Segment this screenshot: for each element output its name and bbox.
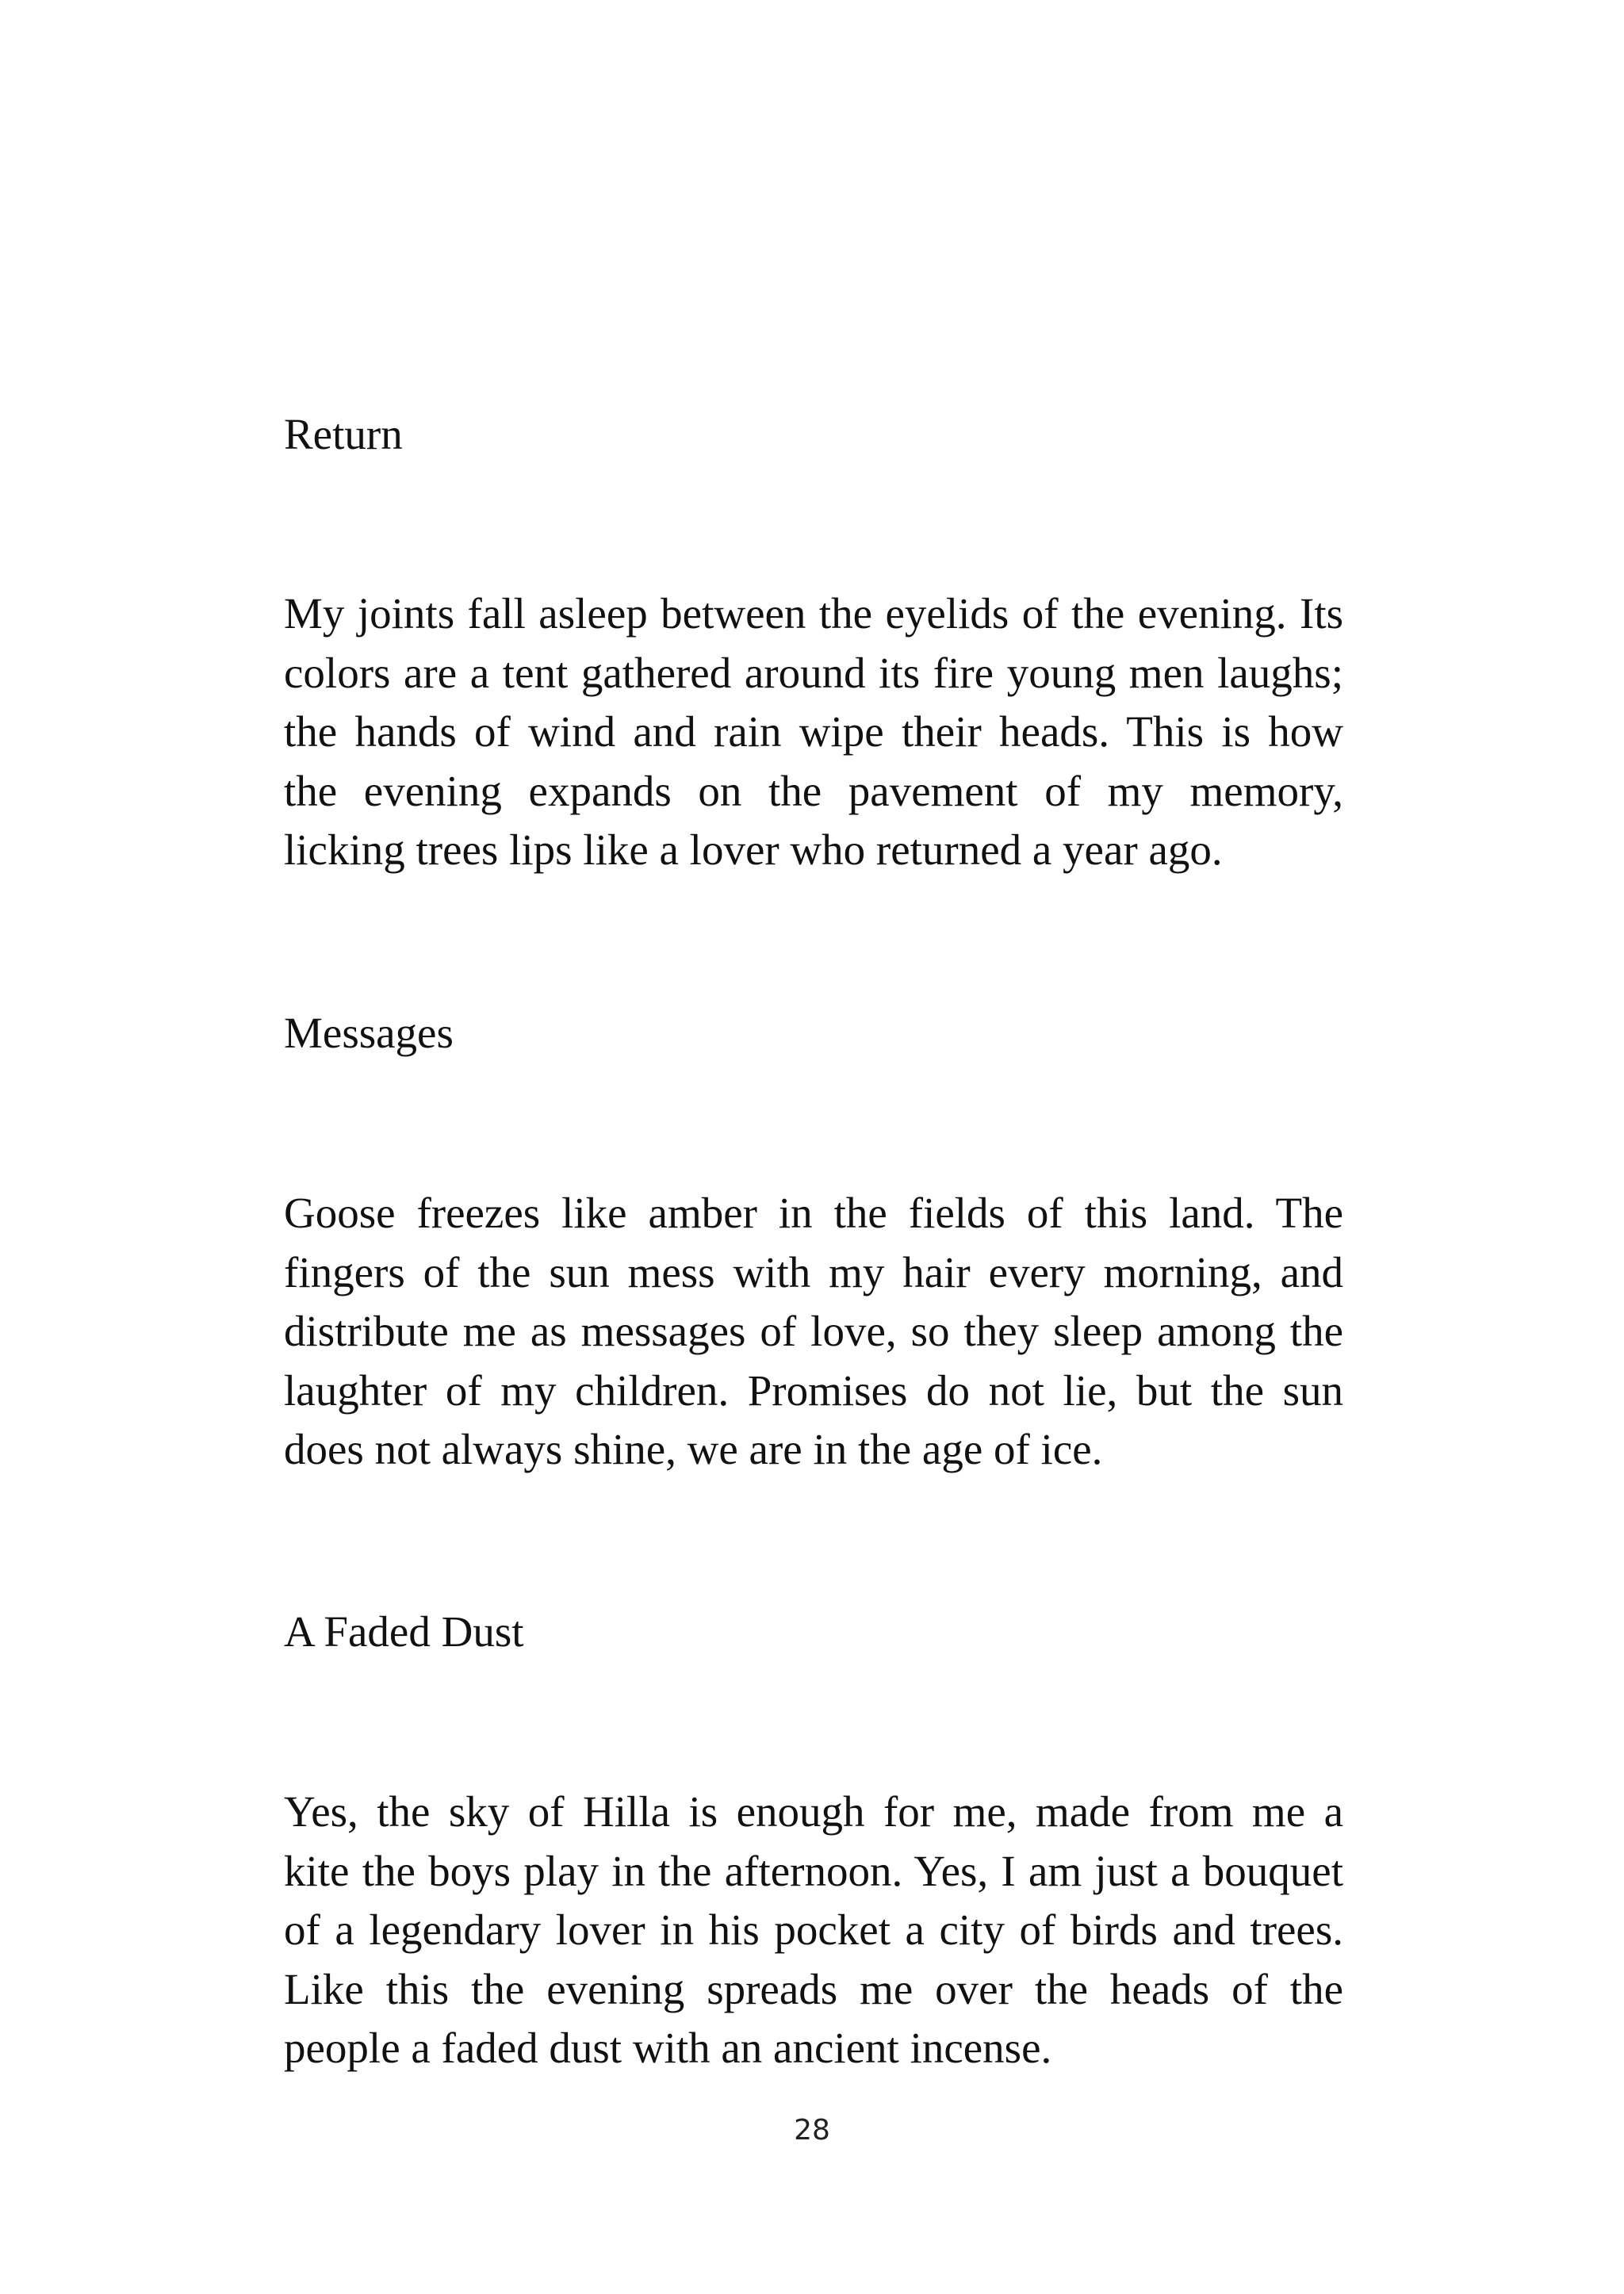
text-line: of a legendary lover in his pocket a city of birds and trees. — [284, 1905, 1343, 1954]
section-body-a-faded-dust — [284, 1783, 1343, 2078]
section-title-messages: Messages — [284, 1009, 454, 1057]
section-body-messages — [284, 1184, 1343, 1480]
text-line: the evening expands on the pavement of my memory, — [284, 766, 1343, 815]
section-body-return — [284, 584, 1343, 880]
text-line: fingers of the sun mess with my hair every morning, and — [284, 1247, 1343, 1296]
text-line: people a faded dust with an ancient incense. — [284, 2024, 1052, 2072]
text-line: distribute me as messages of love, so they sleep among the — [284, 1307, 1343, 1355]
text-line: does not always shine, we are in the age of ice. — [284, 1425, 1103, 1473]
text-line: Goose freezes like amber in the fields of this land. The — [284, 1189, 1343, 1237]
text-line: Yes, the sky of Hilla is enough for me, made from me a — [284, 1787, 1343, 1836]
text-line: kite the boys play in the afternoon. Yes, I am just a bouquet — [284, 1846, 1343, 1895]
text-line: My joints fall asleep between the eyelids of the evening. Its — [284, 589, 1343, 638]
section-title-return: Return — [284, 410, 403, 458]
text-line: the hands of wind and rain wipe their heads. This is how — [284, 707, 1343, 756]
text-line: Like this the evening spreads me over the heads of the — [284, 1964, 1343, 2013]
text-line: laughter of my children. Promises do not lie, but the sun — [284, 1365, 1343, 1415]
section-title-a-faded-dust: A Faded Dust — [284, 1607, 524, 1656]
text-line: colors are a tent gathered around its fire young men laughs; — [284, 648, 1343, 697]
page-number: 28 — [794, 2114, 830, 2147]
text-line: licking trees lips like a lover who returned a year ago. — [284, 825, 1223, 874]
